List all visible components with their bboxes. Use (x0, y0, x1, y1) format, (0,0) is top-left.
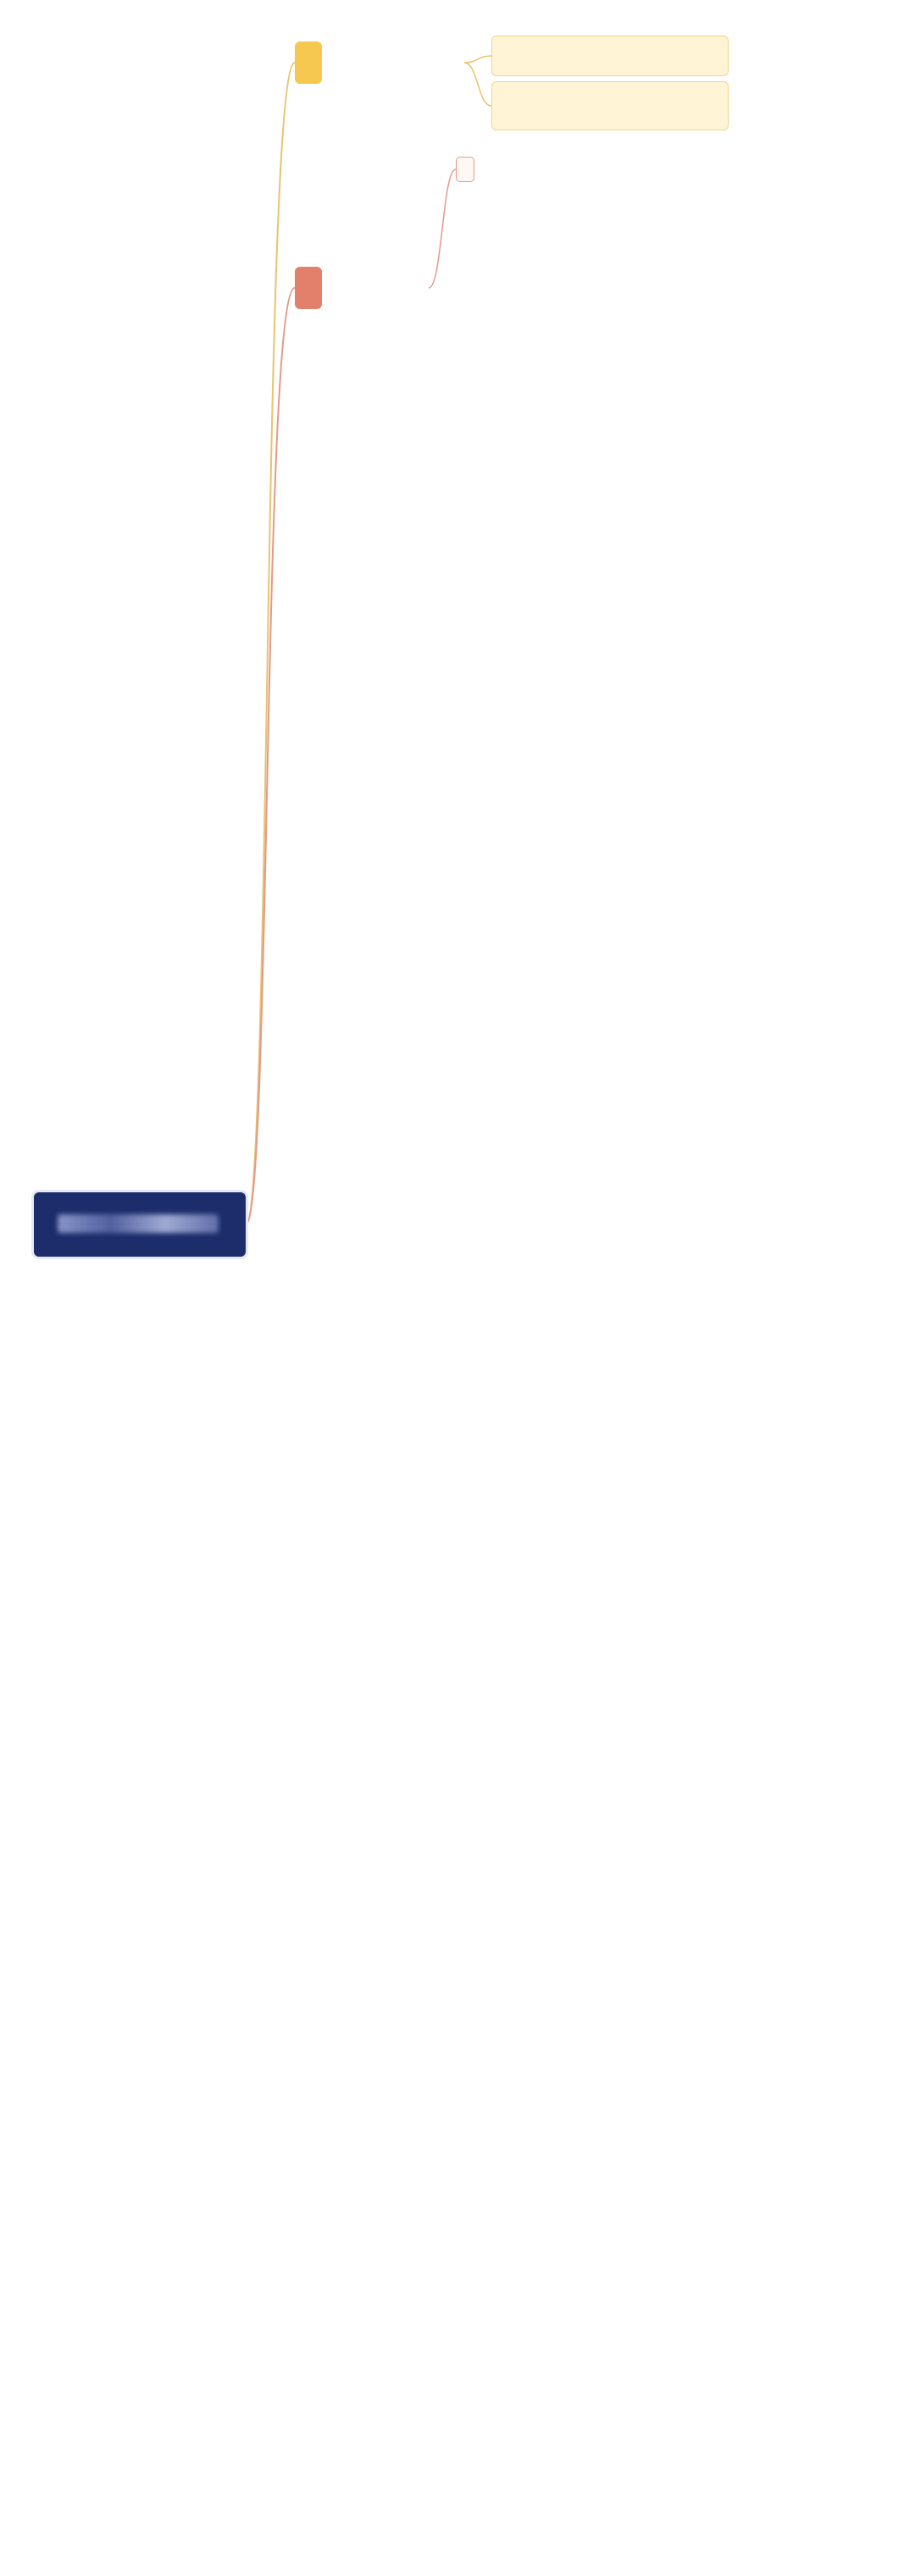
connector-line-3 (246, 288, 295, 1224)
section-1-note-1 (491, 36, 729, 76)
connector-line-2 (464, 63, 491, 106)
connector-line-4 (429, 169, 456, 288)
root-node (34, 1192, 246, 1257)
section-1-title (295, 41, 322, 84)
section-2-title (295, 267, 322, 309)
section-1-note-2 (491, 81, 729, 130)
section-2-branch-1 (456, 157, 474, 182)
root-title-blurred (58, 1214, 219, 1233)
connector-line-1 (464, 56, 491, 63)
